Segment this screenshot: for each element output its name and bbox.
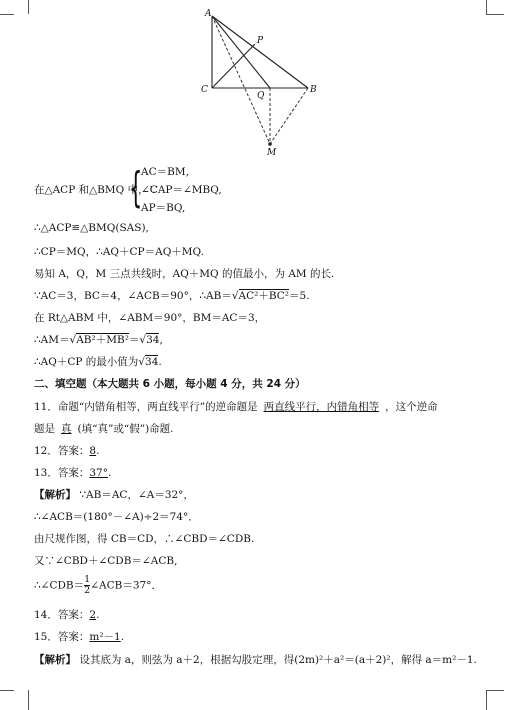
text-part: . — [120, 631, 125, 643]
answer: m²－1 — [89, 631, 121, 643]
corner-mark — [486, 14, 504, 15]
text-part: ＝ — [128, 334, 140, 346]
question-12 — [34, 443, 99, 458]
analysis-tag: 【解析】 — [34, 489, 76, 501]
text-part: ∴AQ＋CP 的最小值为 — [34, 356, 139, 368]
text-part: ∴AM＝ — [34, 334, 70, 346]
text-part: . — [96, 445, 100, 457]
radicand: AB²＋MB² — [76, 334, 129, 346]
text-line: ∴CP＝MQ，∴AQ＋CP＝AQ＋MQ. — [34, 246, 204, 258]
text-part: ∴∠CDB＝ — [34, 579, 85, 592]
system-row: ∠CAP＝∠MBQ, — [141, 184, 222, 196]
numerator: 1 — [84, 574, 91, 585]
answer: 8 — [89, 445, 97, 457]
text-part: 14．答案： — [34, 609, 90, 621]
corner-mark — [14, 0, 29, 14]
segment-bm — [270, 88, 308, 144]
text-line: 由尺规作图，得 CB＝CD，∴∠CBD＝∠CDB. — [34, 533, 255, 545]
text-part: 题是 — [34, 423, 55, 435]
analysis-tag: 【解析】 — [34, 654, 76, 666]
text-part: . — [158, 356, 162, 368]
text-part: 12．答案： — [34, 445, 90, 457]
label-m: M — [267, 148, 277, 156]
text-part: 11．命题“内错角相等，两直线平行”的逆命题是 — [34, 401, 258, 413]
question-14 — [34, 607, 99, 622]
text-part: ，这个逆命 — [385, 401, 438, 413]
corner-mark — [486, 0, 501, 14]
question-11-cont — [34, 421, 174, 436]
corner-mark — [486, 690, 504, 691]
question-15 — [34, 629, 124, 644]
analysis-15 — [34, 652, 477, 667]
text-part: . — [108, 467, 112, 479]
text-part: ∠ACB＝37°． — [90, 579, 162, 592]
radicand: 34 — [145, 356, 159, 368]
text-line: 在 Rt△ABM 中，∠ABM＝90°，BM＝AC＝3， — [34, 312, 266, 324]
answer: 2 — [89, 609, 97, 621]
corner-mark — [0, 14, 14, 15]
text-part: (填“真”或“假”)命题. — [77, 423, 174, 435]
label-c: C — [201, 85, 208, 95]
label-q: Q — [257, 91, 265, 101]
text-line: ∴AM＝√AB²＋MB²＝√34, — [34, 334, 163, 346]
question-13 — [34, 465, 111, 480]
text-line: 又∵∠CBD＋∠CDB＝∠ACB, — [34, 555, 178, 567]
brace-icon: { — [129, 163, 143, 212]
analysis-13 — [34, 487, 194, 502]
label-b: B — [310, 85, 317, 95]
corner-mark — [0, 690, 14, 691]
question-11 — [34, 399, 438, 414]
text-line: ∴∠ACB＝(180°－∠A)÷2＝74°． — [34, 511, 199, 523]
segment-ab — [212, 16, 308, 88]
system-prefix: 在△ACP 和△BMQ 中，∵ — [34, 184, 160, 196]
text-line: ∴△ACP≌△BMQ(SAS), — [34, 222, 149, 234]
text-part: ∵AB＝AC，∠A＝32°， — [79, 489, 194, 501]
radicand: AC²＋BC² — [238, 290, 290, 302]
text-line: 易知 A，Q，M 三点共线时，AQ＋MQ 的值最小，为 AM 的长. — [34, 268, 335, 280]
text-part: . — [96, 609, 100, 621]
answer-blank: 两直线平行，内错角相等 — [263, 401, 380, 413]
system-row: AC＝BM, — [141, 166, 189, 178]
radicand: 34 — [146, 334, 160, 346]
text-line: ∴AQ＋CP 的最小值为√34. — [34, 356, 162, 368]
corner-mark — [486, 690, 501, 710]
point-m — [268, 142, 272, 146]
text-part: , — [159, 334, 163, 346]
geometry-figure — [196, 6, 326, 156]
section-heading: 二、填空题（本大题共 6 小题，每小题 4 分，共 24 分） — [34, 378, 306, 390]
segment-aq — [212, 16, 270, 88]
answer: 37° — [89, 467, 108, 479]
text-part: 13．答案： — [34, 467, 90, 479]
text-part: 设其底为 a，则弦为 a＋2，根据勾股定理，得(2m)²＋a²＝(a＋2)²，解得 a＝m²－1. — [79, 654, 477, 666]
segment-cp — [212, 44, 255, 88]
label-p: P — [257, 36, 264, 46]
denominator: 2 — [84, 585, 91, 596]
answer-blank: 真 — [61, 423, 72, 435]
text-part: 15．答案： — [34, 631, 90, 643]
label-a: A — [205, 9, 212, 19]
text-part: ∵AC＝3，BC＝4，∠ACB＝90°，∴AB＝ — [34, 290, 232, 302]
text-line — [34, 575, 162, 596]
text-part: ＝5. — [289, 290, 310, 302]
corner-mark — [14, 690, 29, 710]
system-row: AP＝BQ, — [141, 202, 186, 214]
text-line: ∵AC＝3，BC＝4，∠ACB＝90°，∴AB＝√AC²＋BC²＝5. — [34, 290, 310, 302]
